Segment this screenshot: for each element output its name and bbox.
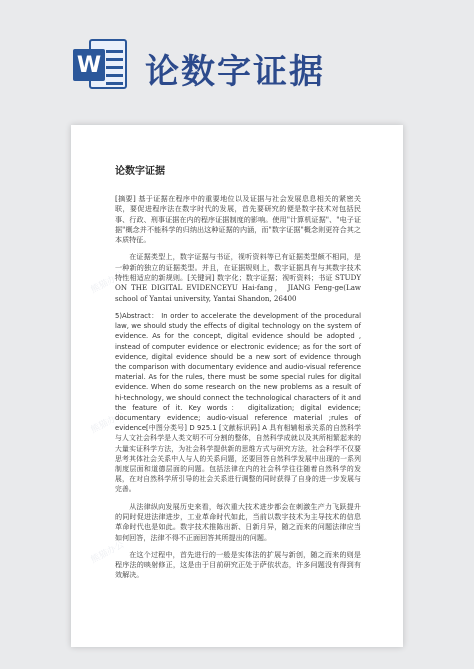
watermark-text: 熊猫办公 <box>89 269 126 296</box>
keywords-paragraph: 在证据类型上，数字证据与书证，视听资料等已有证据类型颇不相同，是一种新的独立的证据类型。并且，在证据规则上，数字证据具有与其数字技术特性相适应的新规则。[关键词] 数字化；数字证据；视听资料；书证 STUDY ON THE DIGITAL EVIDENCEYU Hai-fang， JIANG Feng-ge(Law school of Yantai university, Yantai Shandon, 26400 <box>115 252 361 303</box>
word-logo-icon <box>73 37 129 93</box>
english-abstract-paragraph: 5)Abstract： In order to accelerate the development of the procedural law, we should study the effects of digital technology on the system of evidence. As for the concept, digital evidence should be adopted , instead of computer evidence or electronic evidence; as for the sort of evidence, digital evidence should be a new sort of evidence through the comparison with documentary evidence and audio-visual reference material. As for the rules, there must be some special rules for digital evidence. When do some research on the new problems as a result of hi-technology, we should connect the technological characters of it and the feature of it. Key words： digitalization; digital evidence; documentary evidence; audio-visual reference material ;rules of evidence[中图分类号] D 925.1 [文献标识码] A 具有相辅相承关系的自然科学与人文社会科学是人类文明不可分割的整体，自然科学成就以及其所相繁起来的大量实证科学方法，为社会科学提供新的思维方式与研究方法，社会科学不仅要思考其体社会关系中人与人的关系问题，还要回答自然科学发展中出现的一系列制度层面和道德层面的问题。包括法律在内的社会科学往往随着自然科学的发展，在对自然科学所引导的社会关系进行调整的同时获得了自身的进一步发展与完善。 <box>115 311 361 494</box>
document-content <box>115 162 361 588</box>
body-paragraph: 在这个过程中，首先进行的一般是实体法的扩展与新创，随之而来的则是程序法的映射修正，这是由于目前研究正处于萨依状态，许多问题没有得到有效解决。 <box>115 549 361 580</box>
document-title: 论数字证据 <box>115 166 165 177</box>
body-paragraph: 从法律纵向发展历史来看，每次重大技术进步都会在刺激生产力飞跃提升的同时促进法律进步，工业革命时代如此，当前以数字技术为主导技术的信息革命时代也是如此。数字技术推陈出新、日新月异，随之而来的问题法律应当如何回答，法律不得不正面回答其所提出的问题。 <box>115 501 361 542</box>
word-logo-letter: W <box>73 49 105 81</box>
document-page <box>71 125 403 647</box>
abstract-paragraph: [摘要] 基于证据在程序中的重要地位以及证据与社会发展息息相关的紧密关联，要促进程序法在数字时代的发展，首先要研究的便是数字技术对包括民事、行政、刑事证据在内的程序证据制度的影响。使用"计算机证据"、"电子证据"概念并不能科学的归纳出这种证据的内涵，而"数字证据"概念则更符合其之本质特征。 <box>115 194 361 245</box>
watermark-text: 熊猫办公 <box>89 409 126 436</box>
header-banner <box>0 0 474 112</box>
page-title: 论数字证据 <box>145 52 325 92</box>
watermark-text: 熊猫办公 <box>89 539 126 566</box>
